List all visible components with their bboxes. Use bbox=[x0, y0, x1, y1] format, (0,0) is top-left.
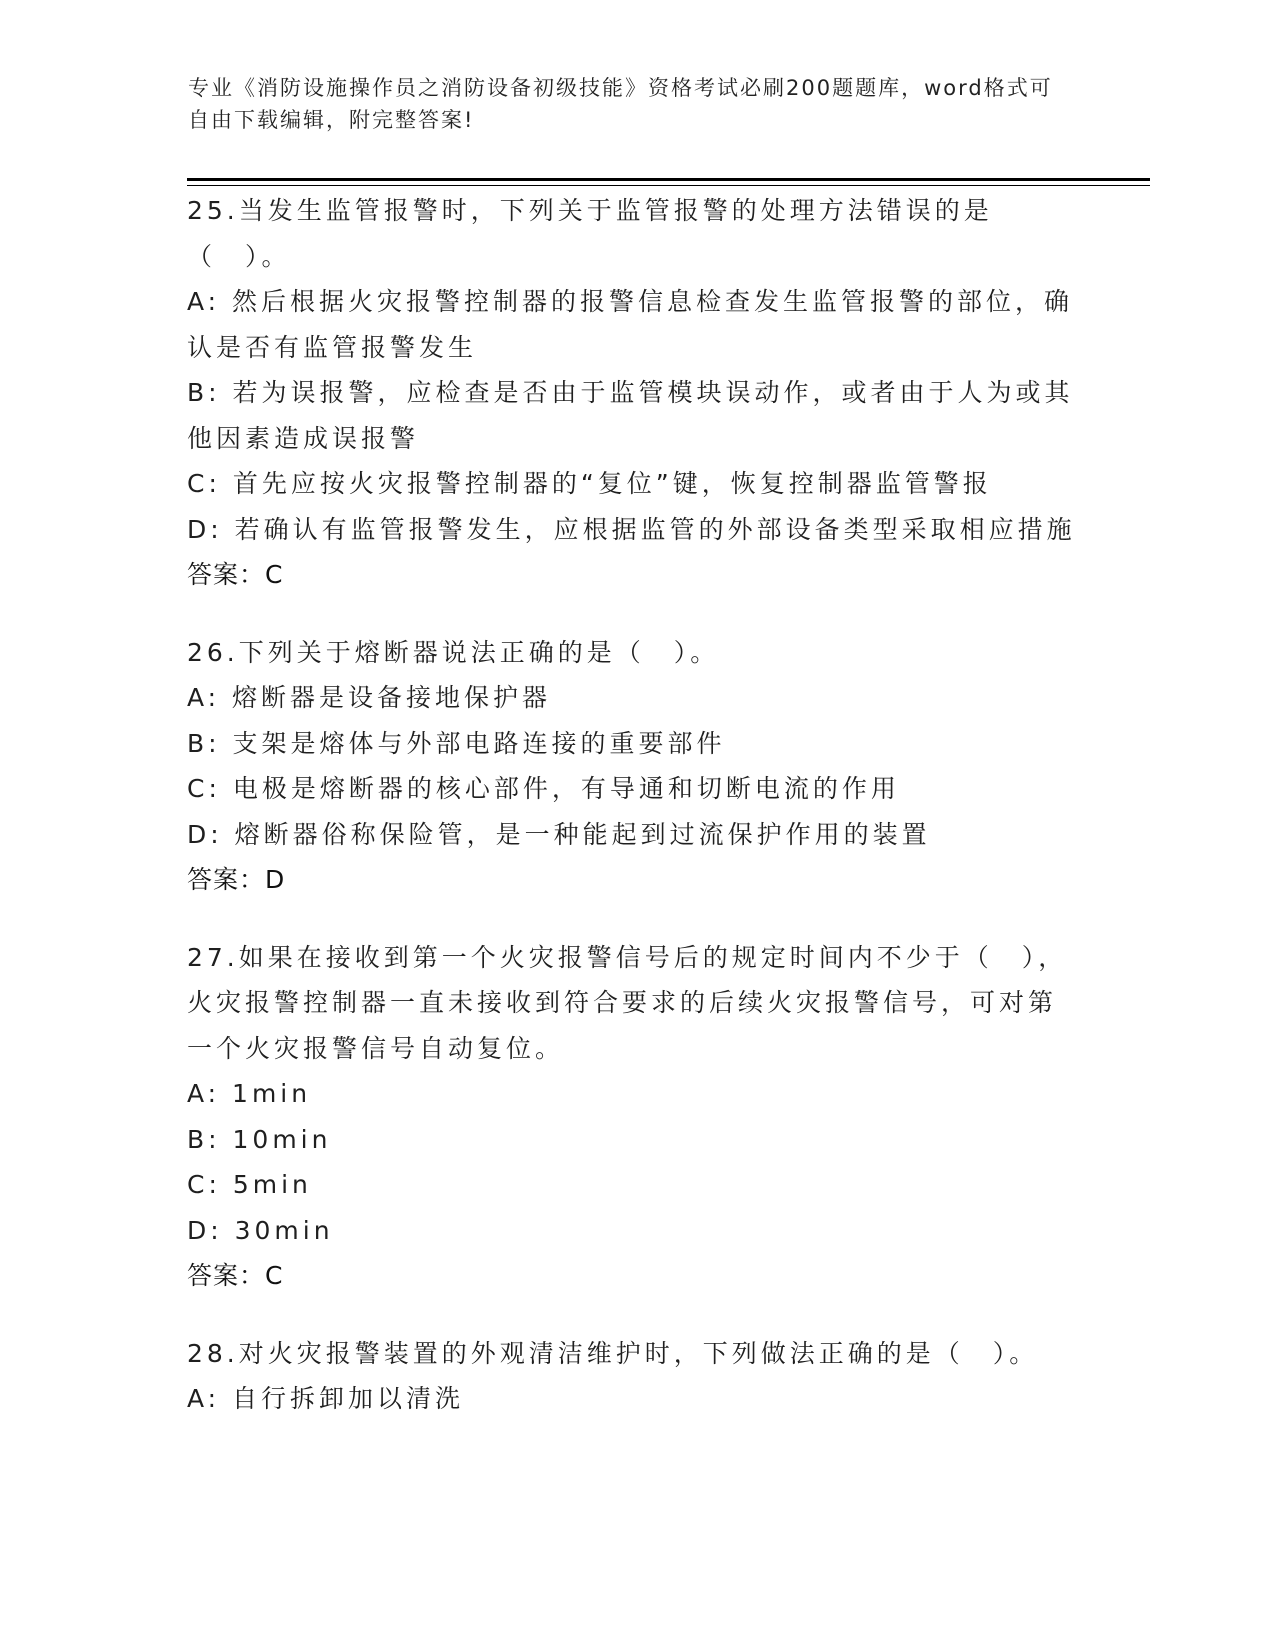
question-list bbox=[187, 188, 1077, 1454]
option-c: C: 5min bbox=[187, 1170, 312, 1199]
option-d: D: 若确认有监管报警发生，应根据监管的外部设备类型采取相应措施 bbox=[187, 514, 1076, 544]
option-a: A: 1min bbox=[187, 1079, 312, 1108]
question-stem: 28.对火灾报警装置的外观清洁维护时，下列做法正确的是（ ）。 bbox=[187, 1338, 1039, 1368]
header-divider-thin bbox=[187, 185, 1150, 186]
option-b: B: 10min bbox=[187, 1124, 332, 1154]
option-c: C: 电极是熔断器的核心部件，有导通和切断电流的作用 bbox=[187, 774, 900, 803]
question-26 bbox=[187, 630, 1077, 903]
question-27 bbox=[187, 935, 1077, 1299]
question-stem: 27.如果在接收到第一个火灾报警信号后的规定时间内不少于（ ），火灾报警控制器一直未接收到符合要求的后续火灾报警信号，可对第一个火灾报警信号自动复位。 bbox=[187, 942, 1068, 1063]
option-b: B: 支架是熔体与外部电路连接的重要部件 bbox=[187, 728, 726, 758]
question-25 bbox=[187, 188, 1077, 598]
option-d: D: 30min bbox=[187, 1215, 334, 1245]
option-b: B: 若为误报警，应检查是否由于监管模块误动作，或者由于人为或其他因素造成误报警 bbox=[187, 378, 1074, 453]
option-a: A: 然后根据火灾报警控制器的报警信息检查发生监管报警的部位，确认是否有监管报警发生 bbox=[187, 287, 1074, 362]
answer-text: 答案：D bbox=[187, 865, 286, 894]
option-d: D: 熔断器俗称保险管，是一种能起到过流保护作用的装置 bbox=[187, 819, 931, 849]
option-a: A: 熔断器是设备接地保护器 bbox=[187, 683, 552, 712]
question-28 bbox=[187, 1331, 1077, 1422]
header-divider-thick bbox=[187, 178, 1150, 181]
question-stem: 25.当发生监管报警时，下列关于监管报警的处理方法错误的是（ ）。 bbox=[187, 196, 993, 271]
answer-text: 答案：C bbox=[187, 560, 284, 589]
option-a: A: 自行拆卸加以清洗 bbox=[187, 1384, 465, 1413]
question-stem: 26.下列关于熔断器说法正确的是（ ）。 bbox=[187, 637, 720, 667]
document-header: 专业《消防设施操作员之消防设备初级技能》资格考试必刷200题题库，word格式可自由下载编辑，附完整答案! bbox=[188, 76, 1053, 132]
option-c: C: 首先应按火灾报警控制器的“复位”键，恢复控制器监管警报 bbox=[187, 469, 992, 498]
answer-text: 答案：C bbox=[187, 1261, 284, 1290]
